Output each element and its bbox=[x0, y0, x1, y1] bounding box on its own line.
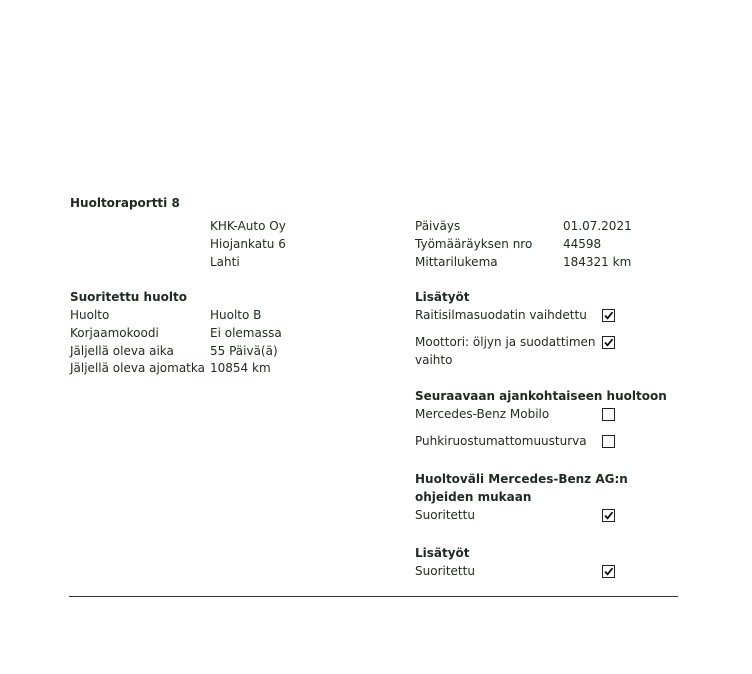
extra-work-2-performed-label: Suoritettu bbox=[415, 564, 475, 578]
oil-change-label: Moottori: öljyn ja suodattimen vaihto bbox=[415, 335, 596, 367]
workshop-code-label: Korjaamokoodi bbox=[70, 326, 159, 340]
remaining-time-value: 55 Päivä(ä) bbox=[210, 344, 278, 358]
checkmark-icon bbox=[603, 310, 614, 321]
checkmark-icon bbox=[603, 566, 614, 577]
checkmark-icon bbox=[603, 510, 614, 521]
company-city: Lahti bbox=[210, 255, 240, 269]
interval-performed-checkbox[interactable] bbox=[602, 509, 615, 522]
report-title: Huoltoraportti 8 bbox=[70, 196, 180, 210]
performed-heading: Suoritettu huolto bbox=[70, 290, 187, 304]
service-value: Huolto B bbox=[210, 308, 262, 322]
company-name: KHK-Auto Oy bbox=[210, 219, 286, 233]
oil-change-checkbox[interactable] bbox=[602, 336, 615, 349]
rust-warranty-label: Puhkiruostumattomuusturva bbox=[415, 434, 587, 448]
interval-performed-label: Suoritettu bbox=[415, 508, 475, 522]
checkmark-icon bbox=[603, 337, 614, 348]
mobilo-label: Mercedes-Benz Mobilo bbox=[415, 407, 550, 421]
remaining-time-label: Jäljellä oleva aika bbox=[70, 344, 174, 358]
rust-warranty-checkbox[interactable] bbox=[602, 435, 615, 448]
bottom-divider bbox=[69, 596, 678, 597]
extra-work-2-heading: Lisätyöt bbox=[415, 546, 470, 560]
workshop-code-value: Ei olemassa bbox=[210, 326, 282, 340]
extra-work-2-performed-checkbox[interactable] bbox=[602, 565, 615, 578]
service-label: Huolto bbox=[70, 308, 110, 322]
extra-work-heading: Lisätyöt bbox=[415, 290, 470, 304]
date-value: 01.07.2021 bbox=[563, 219, 632, 233]
cabin-filter-label: Raitisilmasuodatin vaihdettu bbox=[415, 308, 587, 322]
remaining-distance-label: Jäljellä oleva ajomatka bbox=[70, 361, 205, 375]
next-service-heading: Seuraavaan ajankohtaiseen huoltoon bbox=[415, 389, 667, 403]
odometer-value: 184321 km bbox=[563, 255, 632, 269]
work-order-value: 44598 bbox=[563, 237, 602, 251]
work-order-label: Työmääräyksen nro bbox=[415, 237, 533, 251]
cabin-filter-checkbox[interactable] bbox=[602, 309, 615, 322]
mobilo-checkbox[interactable] bbox=[602, 408, 615, 421]
odometer-label: Mittarilukema bbox=[415, 255, 498, 269]
remaining-distance-value: 10854 km bbox=[210, 361, 271, 375]
interval-heading: Huoltoväli Mercedes-Benz AG:n ohjeiden mukaan bbox=[415, 472, 628, 504]
company-street: Hiojankatu 6 bbox=[210, 237, 286, 251]
date-label: Päiväys bbox=[415, 219, 461, 233]
